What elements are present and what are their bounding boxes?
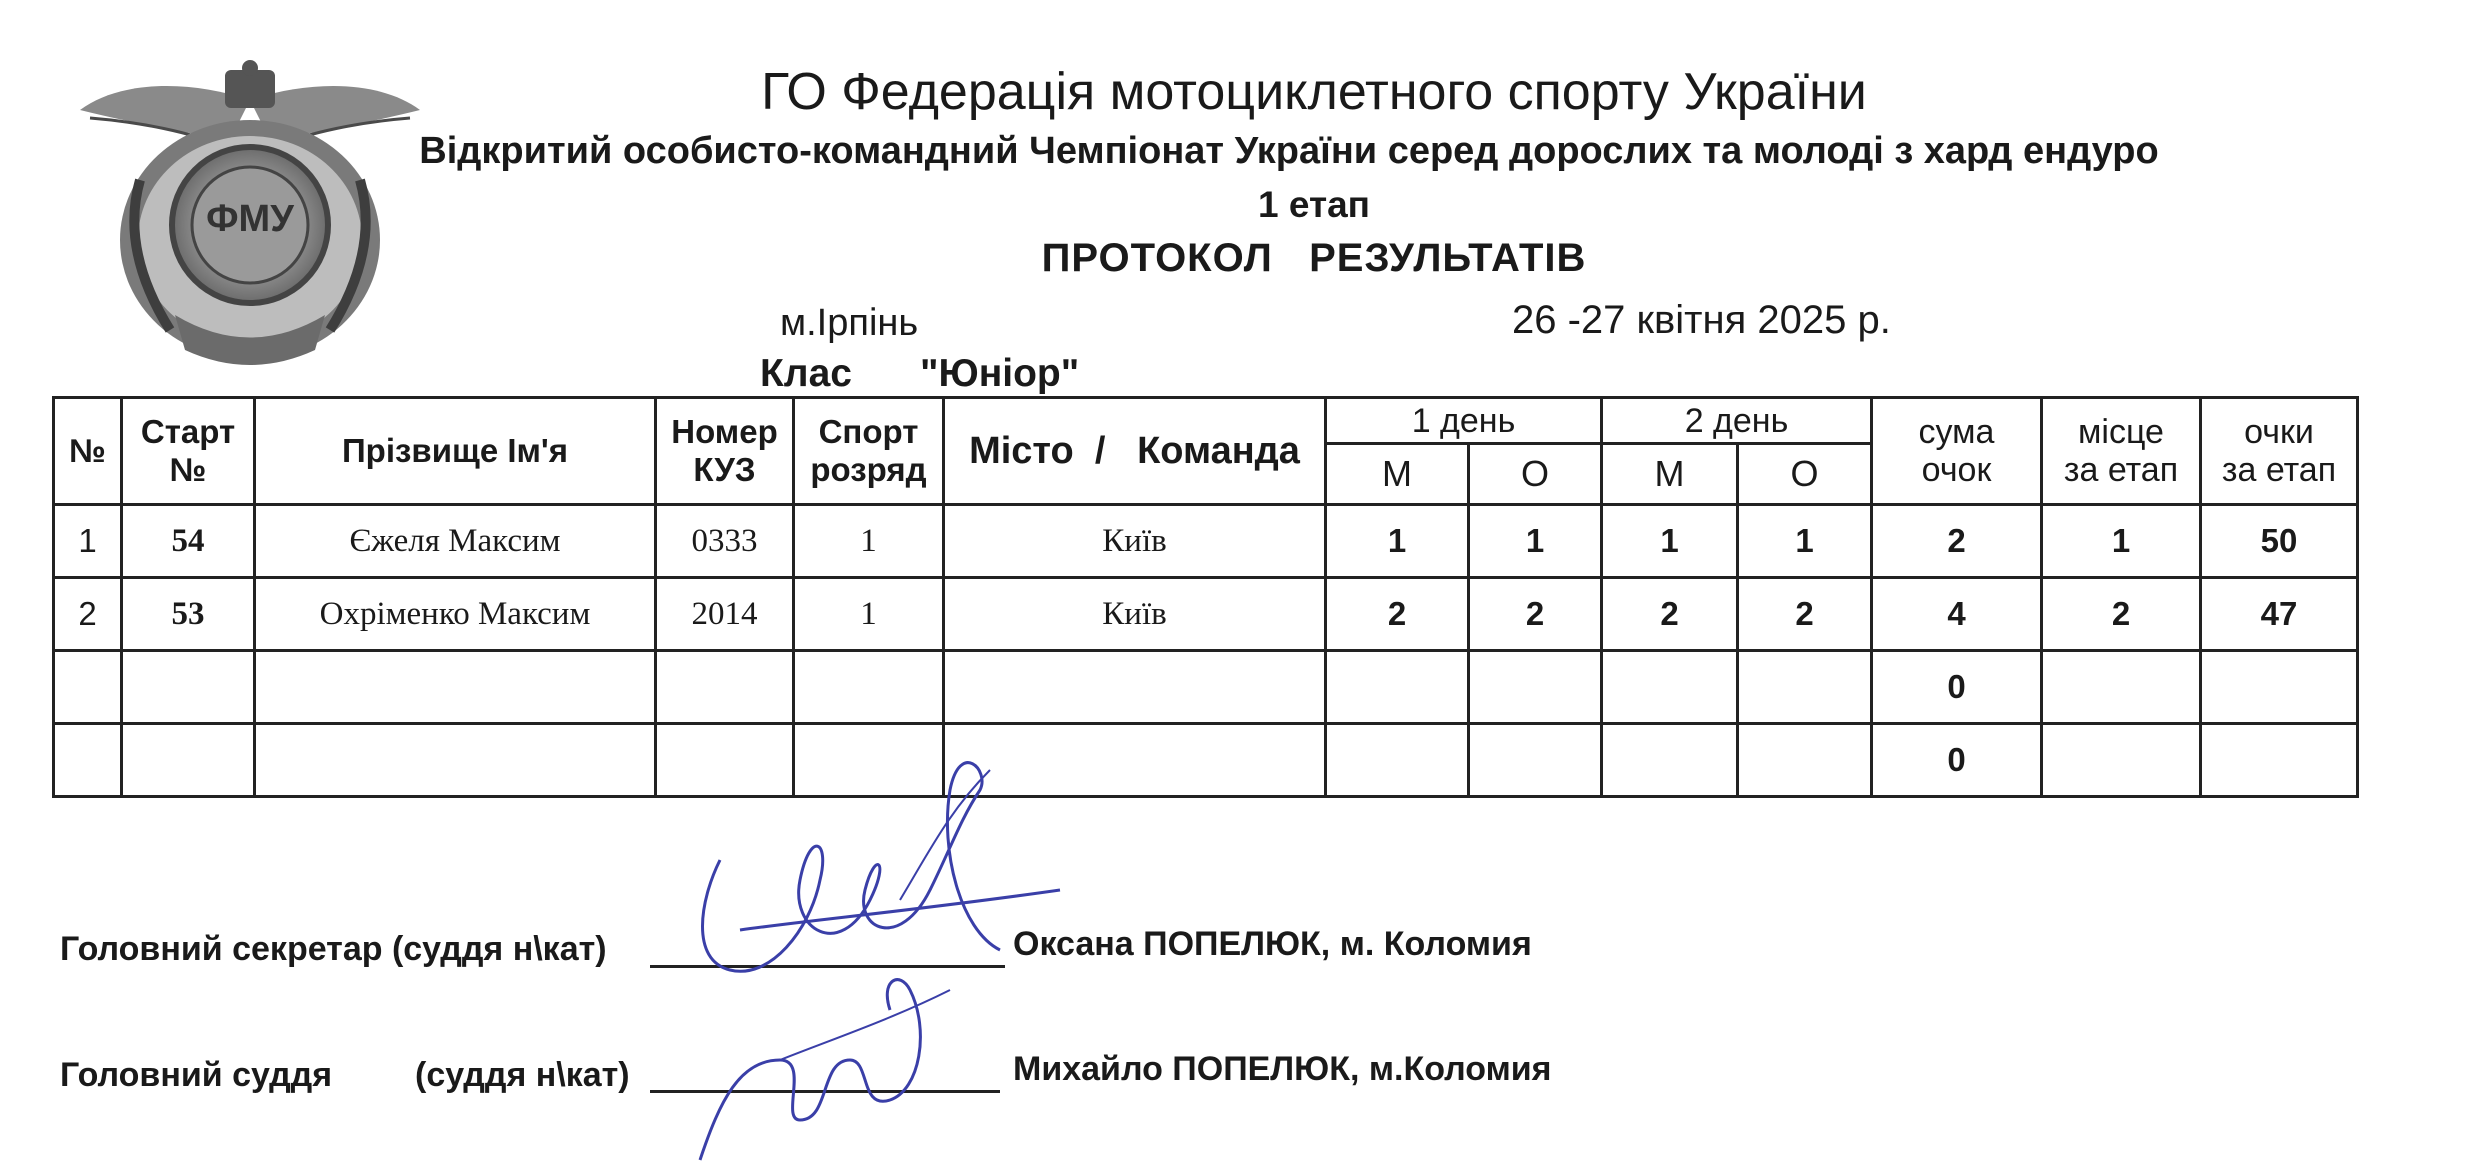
cell-d2m: [1602, 651, 1738, 724]
cell-rank: [794, 651, 944, 724]
cell-d2m: 1: [1602, 505, 1738, 578]
header-day1-o: О: [1469, 444, 1602, 505]
cell-no: [54, 724, 122, 797]
results-table: [52, 396, 2359, 798]
header-place: місце за етап: [2042, 398, 2201, 505]
cell-d2o: 2: [1738, 578, 1872, 651]
cell-sum: 0: [1872, 724, 2042, 797]
cell-kuz: [656, 651, 794, 724]
cell-points: [2201, 724, 2358, 797]
header-start: Старт №: [122, 398, 255, 505]
table-row: [54, 651, 2358, 724]
cell-no: 2: [54, 578, 122, 651]
protocol-title: ПРОТОКОЛ РЕЗУЛЬТАТІВ: [1041, 236, 1587, 280]
header-day2-o: О: [1738, 444, 1872, 505]
cell-d1o: [1469, 651, 1602, 724]
header-name: Прізвище Ім'я: [255, 398, 656, 505]
cell-points: 50: [2201, 505, 2358, 578]
emblem-text: ФМУ: [206, 198, 294, 240]
table-row: [54, 724, 2358, 797]
cell-d1o: [1469, 724, 1602, 797]
cell-d2o: 1: [1738, 505, 1872, 578]
cell-no: [54, 651, 122, 724]
header-day1: 1 день: [1326, 398, 1602, 444]
judge-signature-icon: [660, 950, 980, 1170]
cell-city: Київ: [944, 505, 1326, 578]
secretary-name: Оксана ПОПЕЛЮК, м. Коломия: [1013, 925, 1532, 963]
cell-d2o: [1738, 651, 1872, 724]
judge-name: Михайло ПОПЕЛЮК, м.Коломия: [1013, 1050, 1552, 1088]
cell-d1o: 1: [1469, 505, 1602, 578]
table-header-row: [54, 398, 2358, 444]
cell-rank: 1: [794, 578, 944, 651]
judge-category: (суддя н\кат): [415, 1056, 630, 1094]
event-city: м.Ірпінь: [780, 302, 919, 344]
header-day1-m: М: [1326, 444, 1469, 505]
cell-name: Єжеля Максим: [255, 505, 656, 578]
cell-d1m: 2: [1326, 578, 1469, 651]
class-value: "Юніор": [920, 352, 1080, 395]
event-date: 26 -27 квітня 2025 р.: [1512, 298, 1891, 342]
cell-d2o: [1738, 724, 1872, 797]
cell-start: 53: [122, 578, 255, 651]
cell-d1o: 2: [1469, 578, 1602, 651]
stage-label: 1 етап: [1258, 184, 1370, 225]
cell-d2m: 2: [1602, 578, 1738, 651]
header-rank: Спорт розряд: [794, 398, 944, 505]
cell-city: Київ: [944, 578, 1326, 651]
class-label: Клас: [760, 352, 852, 395]
cell-sum: 0: [1872, 651, 2042, 724]
table-row: [54, 578, 2358, 651]
cell-city: [944, 651, 1326, 724]
header-kuz: Номер КУЗ: [656, 398, 794, 505]
table-row: [54, 505, 2358, 578]
cell-name: [255, 724, 656, 797]
cell-d1m: [1326, 651, 1469, 724]
cell-place: 2: [2042, 578, 2201, 651]
cell-kuz: 2014: [656, 578, 794, 651]
cell-name: Охріменко Максим: [255, 578, 656, 651]
cell-points: [2201, 651, 2358, 724]
header-city-team: Місто / Команда: [944, 398, 1326, 505]
cell-no: 1: [54, 505, 122, 578]
judge-label: Головний суддя: [60, 1056, 333, 1094]
cell-rank: 1: [794, 505, 944, 578]
cell-d1m: [1326, 724, 1469, 797]
cell-start: [122, 651, 255, 724]
header-no: №: [54, 398, 122, 505]
cell-d2m: [1602, 724, 1738, 797]
cell-place: [2042, 651, 2201, 724]
header-day2: 2 день: [1602, 398, 1872, 444]
cell-start: [122, 724, 255, 797]
cell-sum: 4: [1872, 578, 2042, 651]
cell-points: 47: [2201, 578, 2358, 651]
header-day2-m: М: [1602, 444, 1738, 505]
cell-sum: 2: [1872, 505, 2042, 578]
organization-title: ГО Федерація мотоциклетного спорту України: [761, 63, 1867, 121]
cell-start: 54: [122, 505, 255, 578]
championship-title: Відкритий особисто-командний Чемпіонат України серед дорослих та молоді з хард ендуро: [419, 130, 2159, 172]
cell-place: 1: [2042, 505, 2201, 578]
cell-d1m: 1: [1326, 505, 1469, 578]
header-points: очки за етап: [2201, 398, 2358, 505]
cell-kuz: 0333: [656, 505, 794, 578]
cell-name: [255, 651, 656, 724]
secretary-label: Головний секретар (суддя н\кат): [60, 930, 607, 968]
cell-place: [2042, 724, 2201, 797]
header-sum: сума очок: [1872, 398, 2042, 505]
